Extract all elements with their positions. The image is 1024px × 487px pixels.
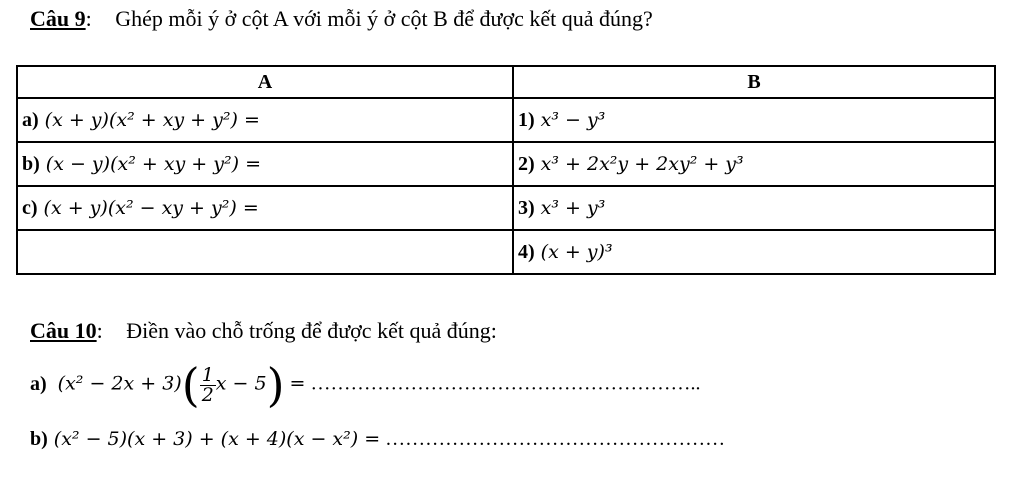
question-10 (30, 318, 497, 344)
right-paren: ) (266, 358, 285, 412)
item-label: 2) (518, 152, 535, 175)
column-b-header: B (513, 66, 995, 98)
table-header-row (17, 66, 995, 98)
question-10-number: Câu 10 (30, 318, 97, 343)
matching-table (16, 65, 996, 275)
table-row (17, 230, 995, 274)
fraction-numerator: 1 (201, 363, 214, 386)
expression: (x + y)(x² − xy + y²) = (43, 196, 259, 219)
item-label: a) (22, 108, 39, 131)
cell-a (17, 142, 513, 186)
question-10-colon: : (96, 318, 103, 343)
expression: (x + y)³ (540, 240, 613, 263)
question-10-text: Điền vào chỗ trống để được kết quả đúng: (126, 318, 497, 343)
cell-b (513, 230, 995, 274)
column-a-header: A (17, 66, 513, 98)
answer-blank-a[interactable]: ………………………………………………….. (310, 372, 701, 395)
expression: x³ − y³ (540, 108, 606, 131)
answer-blank-b[interactable]: …………………………………………… (385, 428, 726, 450)
table-row (17, 142, 995, 186)
expression: (x + y)(x² + xy + y²) = (44, 108, 260, 131)
expression: x³ + 2x²y + 2xy² + y³ (540, 152, 744, 175)
part-b-label: b) (30, 428, 48, 450)
fraction-denominator: 2 (201, 383, 214, 406)
expression: (x − y)(x² + xy + y²) = (45, 152, 261, 175)
question-10-part-b (30, 428, 725, 451)
cell-b (513, 98, 995, 142)
item-label: 4) (518, 240, 535, 263)
question-9-text: Ghép mỗi ý ở cột A với mỗi ý ở cột B để được kết quả đúng? (115, 6, 653, 31)
table-row (17, 98, 995, 142)
item-label: b) (22, 152, 40, 175)
part-b-expression: (x² − 5)(x + 3) + (x + 4)(x − x²) = (53, 428, 381, 450)
table-row (17, 186, 995, 230)
left-paren: ( (181, 358, 200, 412)
question-10-part-a (30, 358, 700, 412)
cell-a (17, 98, 513, 142)
fraction (200, 363, 216, 406)
equals-sign: = (289, 372, 306, 395)
cell-b (513, 186, 995, 230)
part-a-left-factor: (x² − 2x + 3) (57, 372, 182, 395)
question-9 (30, 6, 653, 32)
part-a-label: a) (30, 372, 47, 395)
cell-a-empty (17, 230, 513, 274)
question-9-number: Câu 9 (30, 6, 86, 31)
item-label: 3) (518, 196, 535, 219)
part-a-right-factor: x − 5 (215, 372, 267, 395)
expression: x³ + y³ (540, 196, 606, 219)
item-label: 1) (518, 108, 535, 131)
cell-b (513, 142, 995, 186)
question-9-colon: : (85, 6, 92, 31)
item-label: c) (22, 196, 38, 219)
cell-a (17, 186, 513, 230)
